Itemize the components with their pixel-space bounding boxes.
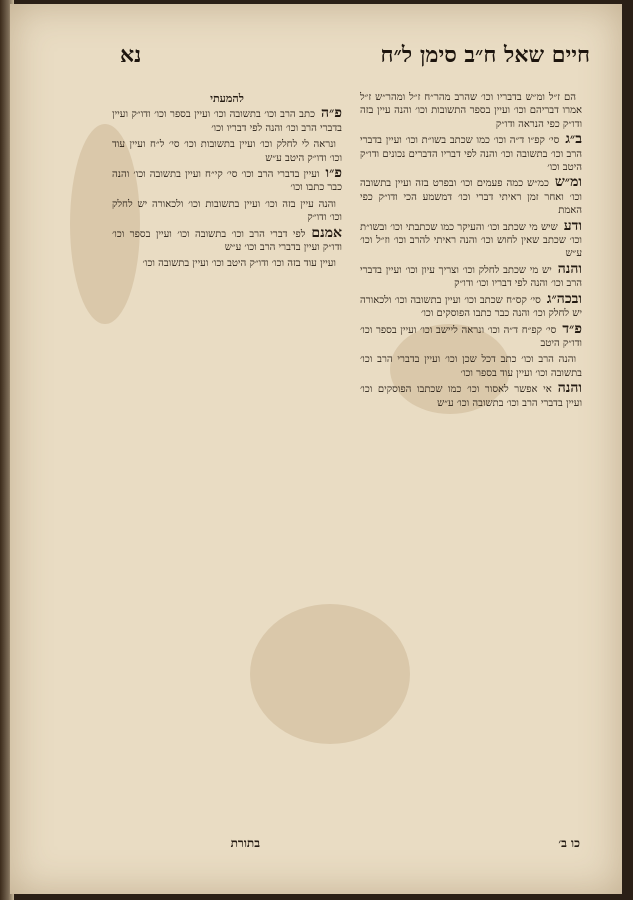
paragraph: אמנםלפי דברי הרב וכו׳ בתשובה וכו׳ ועיין בספר וכו׳ ודו״ק ועיין בדברי הרב וכו׳ ע״ש xyxy=(112,224,342,254)
left-text-column xyxy=(112,90,342,825)
paragraph: והנה עיין בזה וכו׳ ועיין בתשובות וכו׳ ולכאורה יש לחלק וכו׳ ודו״ק xyxy=(112,198,342,224)
paragraph: ועיין עוד בזה וכו׳ ודו״ק היטב וכו׳ ועיין בתשובה וכו׳ xyxy=(142,258,336,270)
paragraph: ודעשיש מי שכתב וכו׳ והעיקר כמו שכתבתי וכו׳ ובשו״ת וכו׳ שכתב שאין לחוש וכו׳ והנה ראיתי להרב וכו׳ וז״ל וכו׳ ע״ש xyxy=(360,217,582,260)
paragraph: ב״גסי׳ קפ״ו ד״ה וכו׳ כמו שכתב בשו״ת וכו׳ ועיין בדברי הרב וכו׳ בתשובה וכו׳ והנה לפי דבריו הדברים נכונים ודו״ק היטב וכו׳ xyxy=(360,131,582,174)
paragraph: פ״וועיין בדברי הרב וכו׳ סי׳ קי״ח ועיין בתשובה וכו׳ והנה כבר כתבו וכו׳ xyxy=(112,165,342,194)
paragraph: ונראה לי לחלק וכו׳ ועיין בתשובות וכו׳ סי׳ ל״ח ועיין עוד וכו׳ ודו״ק היטב ע״ש xyxy=(112,139,342,164)
paragraph: ובכה״גסי׳ קס״ח שכתב וכו׳ ועיין בתשובה וכו׳ ולכאורה יש לחלק וכו׳ והנה כבר כתבו הפוסקים וכו׳ xyxy=(360,290,582,320)
page-title: חיים שאל ח״ב סימן ל״ח xyxy=(380,42,590,68)
paragraph: והנהאי אפשר לאסור וכו׳ כמו שכתבו הפוסקים וכו׳ ועיין בדברי הרב וכו׳ בתשובה וכו׳ ע״ש xyxy=(360,380,582,409)
page-header xyxy=(120,40,590,70)
paragraph: פ״דסי׳ קפ״ח ד״ה וכו׳ ונראה ליישב וכו׳ ועיין בספר וכו׳ ודו״ק היטב xyxy=(360,320,582,349)
paragraph: והנה הרב וכו׳ כתב דכל שכן וכו׳ ועיין בדברי הרב וכו׳ בתשובה וכו׳ ועיין עוד בספר וכו׳ xyxy=(360,354,582,379)
catchword-left: בתורת xyxy=(230,836,260,850)
column-subheading: להמעתי xyxy=(210,92,244,105)
paragraph: פ״הכתב הרב וכו׳ בתשובה וכו׳ ועיין בספר וכו׳ ודו״ק ועיין בדברי הרב וכו׳ והנה לפי דבריו וכו׳ xyxy=(112,105,342,134)
book-page xyxy=(10,4,622,894)
page-number: נא xyxy=(120,42,142,68)
right-text-column xyxy=(360,90,582,825)
catchword-right: כו ב׳ xyxy=(558,836,580,850)
paragraph: הם ז״ל ומ״ש בדבריו וכו׳ שהרב מהר״ח ז״ל ומהר״ש ז״ל אמרו דבריהם וכו׳ ועיין בספר התשובות וכו׳ והנה עיין בזה ודו״ק כפי הנראה ודו״ק xyxy=(360,92,582,130)
paragraph: ומ״שכמ״ש כמה פעמים וכו׳ ובפרט בזה ועיין בתשובה וכו׳ ואחר זמן ראיתי דברי וכו׳ דמשמע הכי ודו״ק כפי האמת xyxy=(360,174,582,217)
paragraph: והנהיש מי שכתב לחלק וכו׳ וצריך עיון וכו׳ ועיין בדברי הרב וכו׳ והנה לפי דבריו וכו׳ ודו״ק xyxy=(360,260,582,290)
